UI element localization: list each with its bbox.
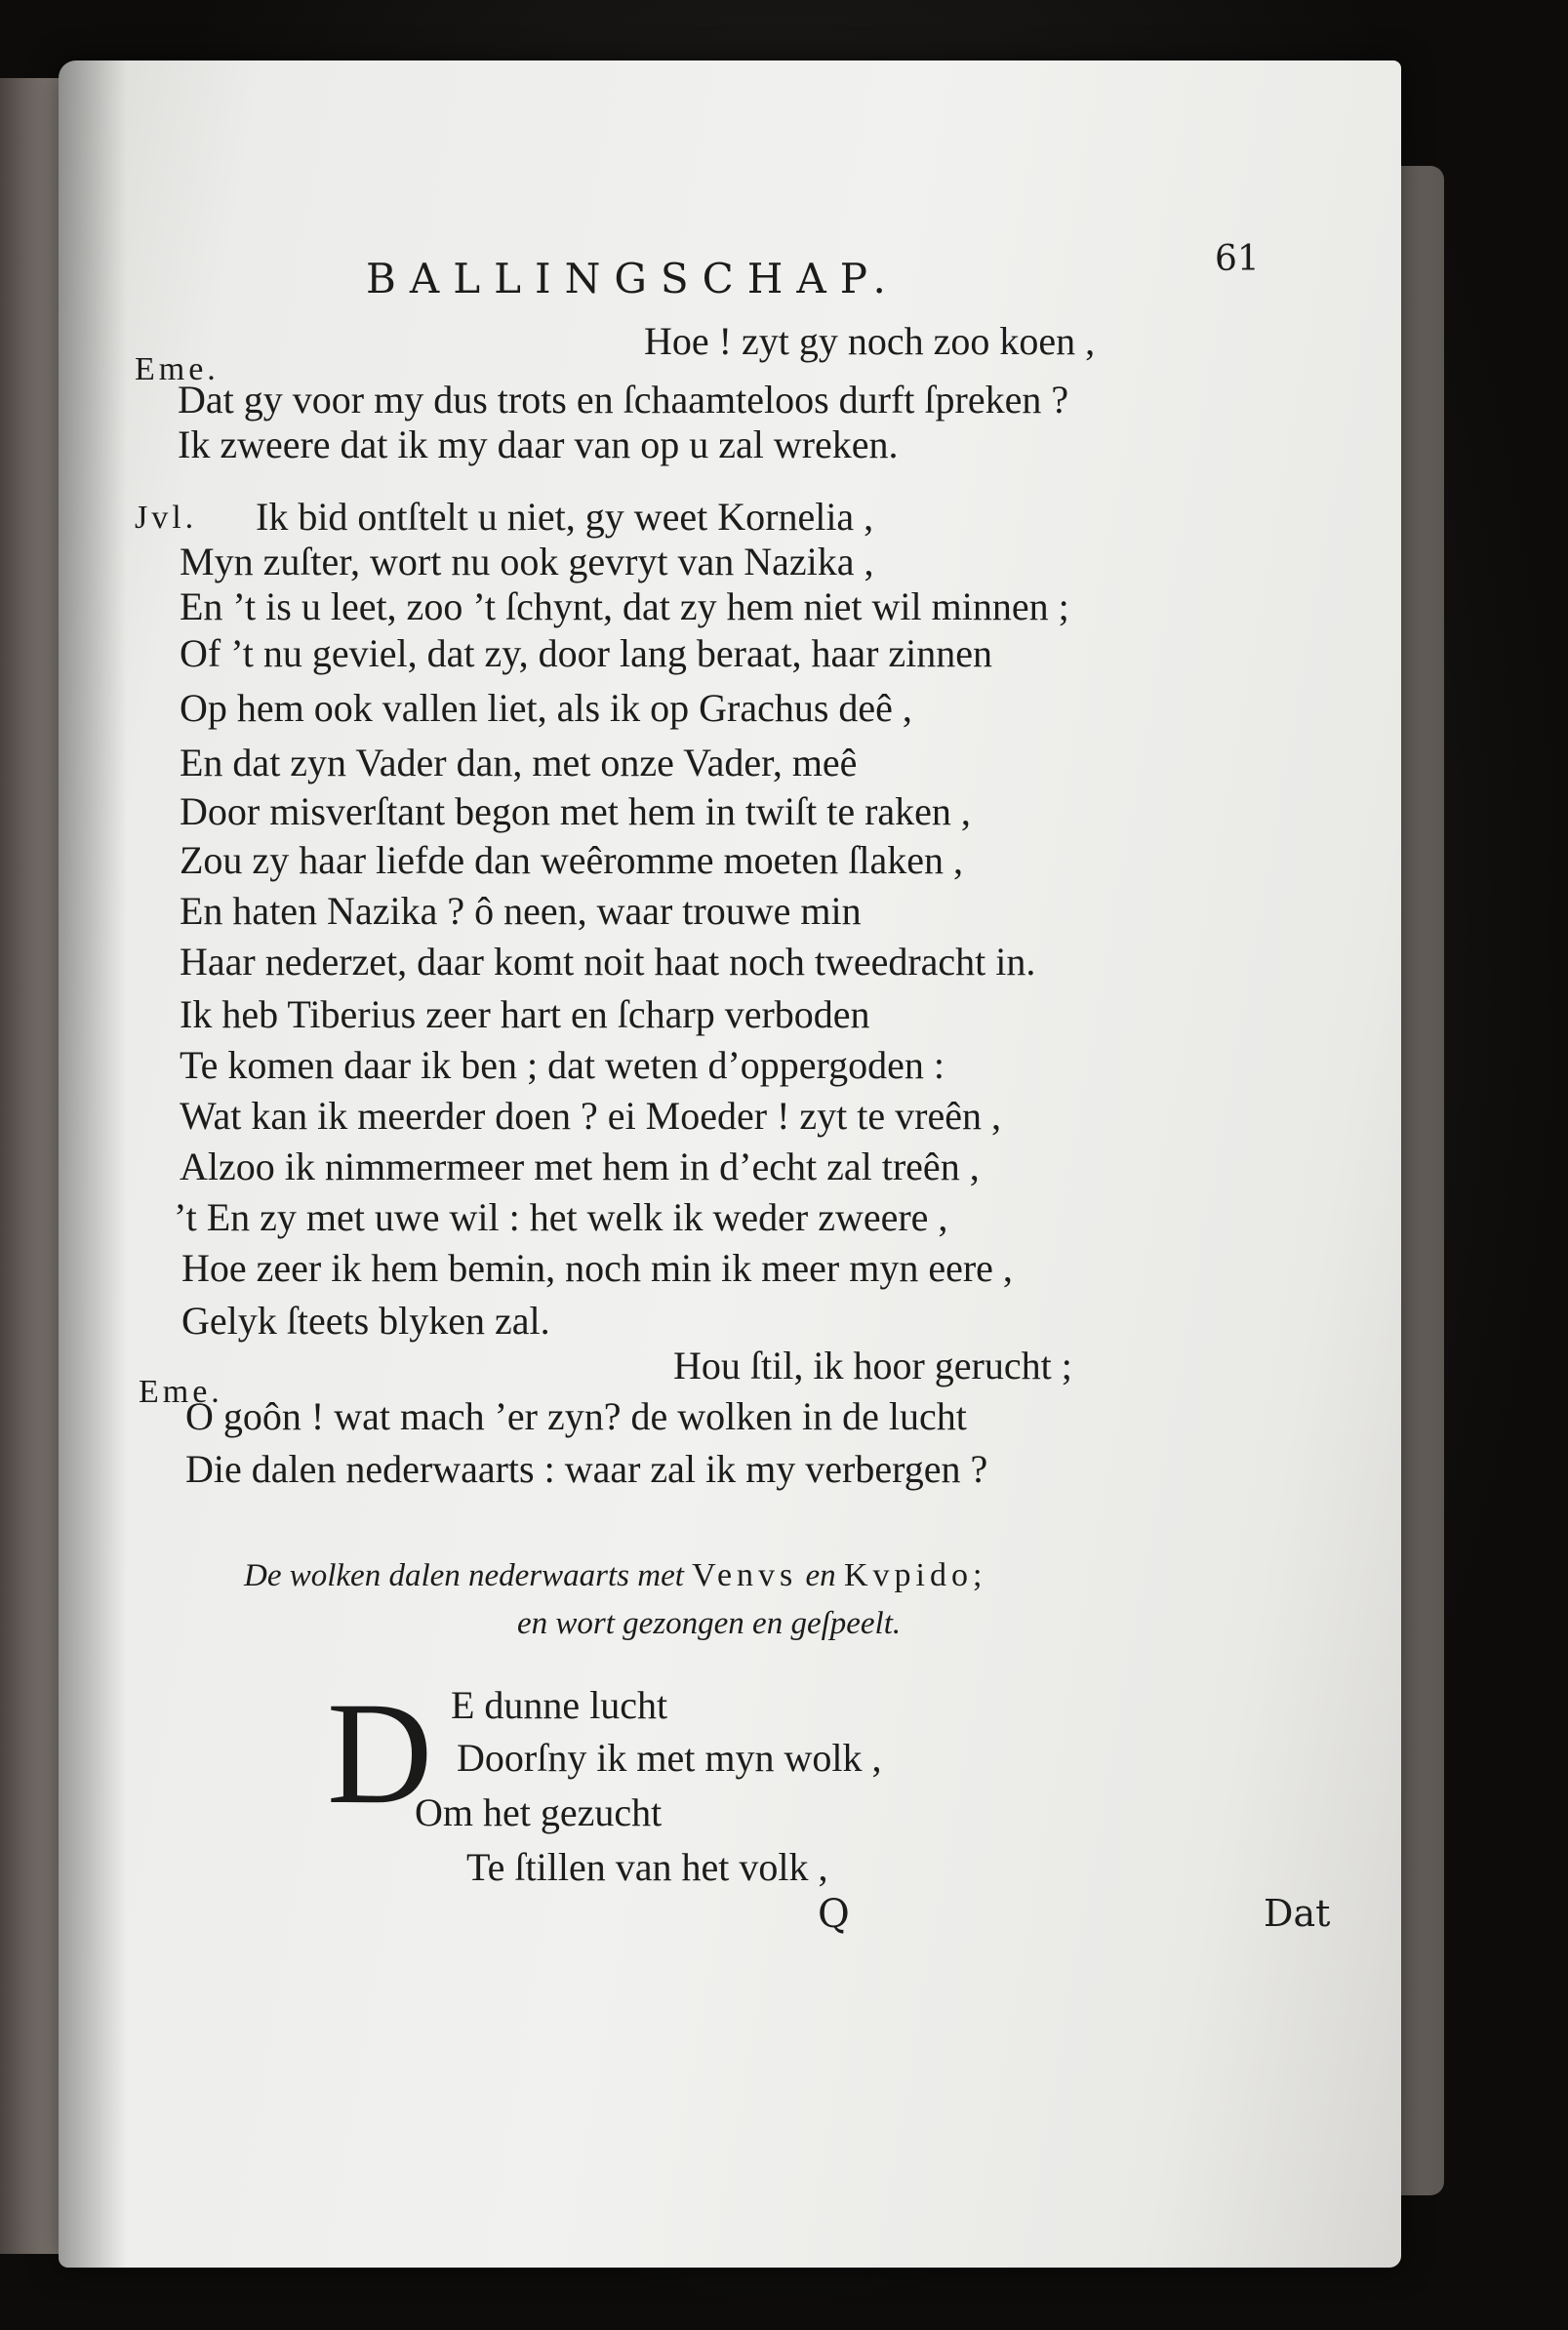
verse-line: Of ’t nu geviel, dat zy, door lang beraat, haar zinnen (180, 631, 993, 675)
song-line: Doorſny ik met myn wolk , (457, 1736, 882, 1780)
page-number: 61 (1215, 239, 1260, 279)
verse-line: Hou ſtil, ik hoor gerucht ; (673, 1344, 1072, 1387)
verse-line: Ik zweere dat ik my daar van op u zal wreken. (178, 422, 899, 466)
verse-line: Gelyk ſteets blyken zal. (181, 1299, 550, 1343)
stage-direction-line-2: en wort gezongen en geſpeelt. (517, 1606, 902, 1641)
verse-line: En ’t is u leet, zoo ’t ſchynt, dat zy hem niet wil minnen ; (180, 584, 1069, 628)
verse-line: Ik heb Tiberius zeer hart en ſcharp verboden (180, 992, 870, 1036)
song-line: Om het gezucht (415, 1790, 663, 1834)
verse-line: Die dalen nederwaarts : waar zal ik my verbergen ? (185, 1447, 988, 1491)
drop-cap: D (327, 1672, 433, 1834)
verse-line: Haar nederzet, daar komt noit haat noch tweedracht in. (180, 940, 1036, 984)
speaker-label: Jvl. (135, 500, 198, 536)
verse-line: Hoe ! zyt gy noch zoo koen , (644, 319, 1096, 363)
verse-line: Te komen daar ik ben ; dat weten d’oppergoden : (180, 1043, 945, 1087)
running-head: BALLINGSCHAP. (366, 255, 900, 302)
song-line: Te ſtillen van het volk , (466, 1845, 828, 1889)
verse-line: Dat gy voor my dus trots en ſchaamteloos durft ſpreken ? (178, 378, 1069, 422)
verse-line: Wat kan ik meerder doen ? ei Moeder ! zyt te vreên , (180, 1094, 1001, 1138)
speaker-label: Eme. (139, 1374, 223, 1410)
verse-line: Alzoo ik nimmermeer met hem in d’echt zal treên , (180, 1145, 980, 1188)
stage-direction-line-1: De wolken dalen nederwaarts met Venvs en Kvpido; (244, 1557, 987, 1593)
verse-line: O goôn ! wat mach ’er zyn? de wolken in de lucht (185, 1394, 967, 1438)
page-gutter (59, 60, 127, 2268)
song-line: E dunne lucht (451, 1683, 668, 1727)
verse-line: En dat zyn Vader dan, met onze Vader, meê (180, 741, 858, 784)
verse-line: ’t En zy met uwe wil : het welk ik weder zweere , (174, 1195, 948, 1239)
verse-line: En haten Nazika ? ô neen, waar trouwe min (180, 889, 862, 933)
catchword: Dat (1264, 1892, 1331, 1935)
verse-line: Op hem ook vallen liet, als ik op Grachus deê , (180, 686, 912, 730)
verse-line: Myn zuſter, wort nu ook gevryt van Nazika , (180, 540, 874, 583)
signature-mark: Q (818, 1892, 850, 1937)
verse-line: Door misverſtant begon met hem in twiſt te raken , (180, 789, 971, 833)
verse-line: Hoe zeer ik hem bemin, noch min ik meer myn eere , (181, 1246, 1013, 1290)
verse-line: Zou zy haar liefde dan weêromme moeten ſlaken , (180, 838, 963, 882)
verse-line: Ik bid ontſtelt u niet, gy weet Kornelia , (256, 495, 874, 539)
speaker-label: Eme. (135, 351, 220, 387)
